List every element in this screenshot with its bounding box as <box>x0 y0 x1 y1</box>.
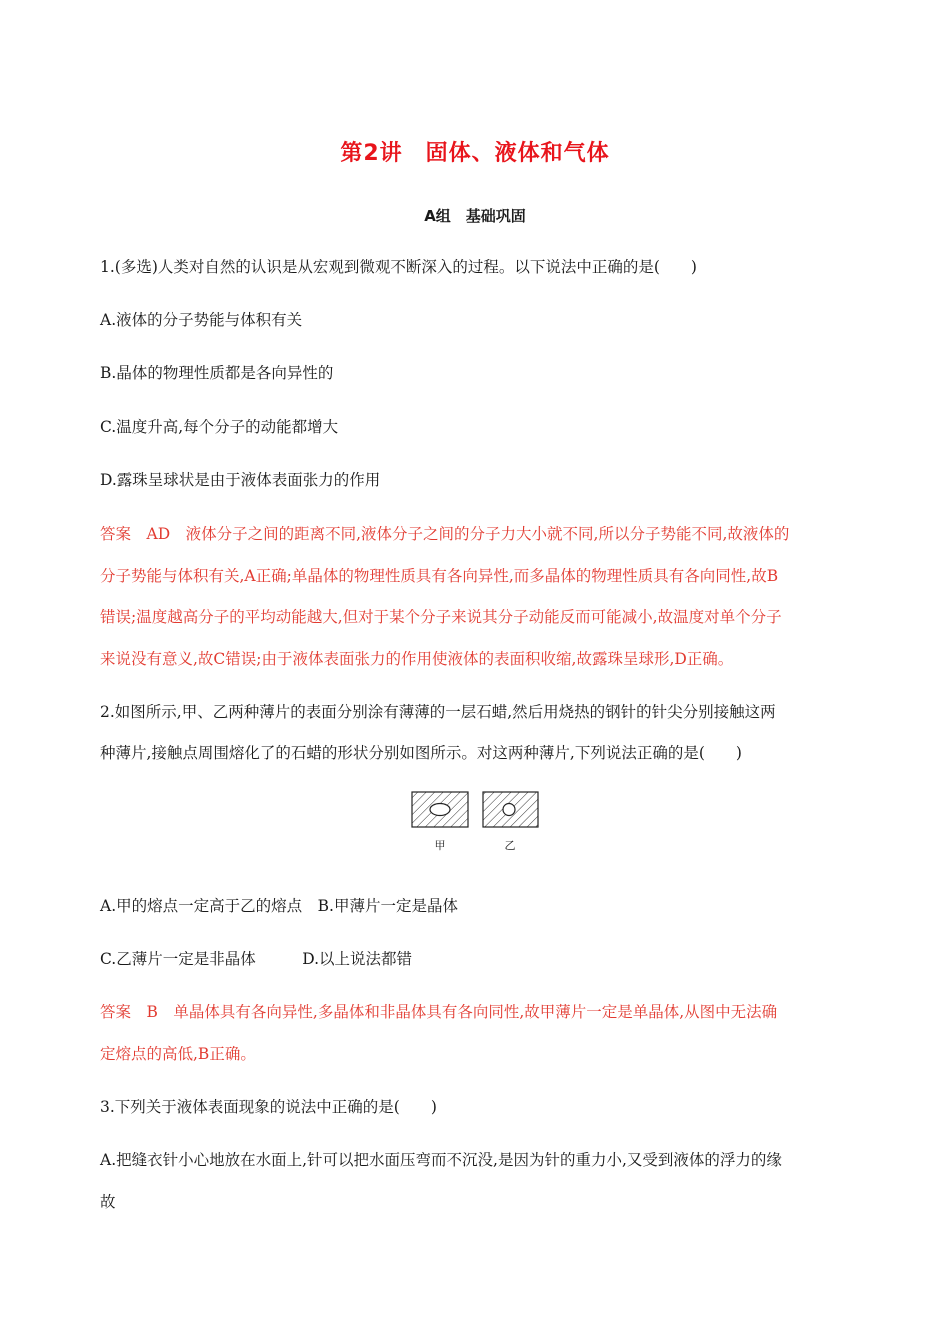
q2-options-line: A.甲的熔点一定高于乙的熔点 B.甲薄片一定是晶体 <box>100 897 458 915</box>
q2-stem-line: 种薄片,接触点周围熔化了的石蜡的形状分别如图所示。对这两种薄片,下列说法正确的是( ) <box>100 744 742 762</box>
label-jia: 甲 <box>434 839 446 852</box>
q3-option-a-line: A.把缝衣针小心地放在水面上,针可以把水面压弯而不沉没,是因为针的重力小,又受到液体的浮力的缘 <box>100 1151 782 1169</box>
q1-option-b: B.晶体的物理性质都是各向异性的 <box>100 364 334 382</box>
q1-answer-line: 来说没有意义,故C错误;由于液体表面张力的作用使液体的表面积收缩,故露珠呈球形,D正确。 <box>100 650 734 668</box>
q1-answer-line: 分子势能与体积有关,A正确;单晶体的物理性质具有各向异性,而多晶体的物理性质具有各向同性,故B <box>100 567 779 585</box>
ellipse-melt-region <box>430 804 450 816</box>
wax-melting-figure <box>410 791 540 853</box>
page-title: 第2讲 固体、液体和气体 <box>340 141 610 166</box>
q2-options-line: C.乙薄片一定是非晶体 D.以上说法都错 <box>100 950 413 968</box>
section-heading: A组 基础巩固 <box>424 207 526 225</box>
q1-option-a: A.液体的分子势能与体积有关 <box>100 311 303 329</box>
plate-jia <box>412 792 468 827</box>
q1-answer-line: 错误;温度越高分子的平均动能越大,但对于某个分子来说其分子动能反而可能减小,故温度对单个分子 <box>100 608 782 626</box>
q2-answer-line: 答案 B 单晶体具有各向异性,多晶体和非晶体具有各向同性,故甲薄片一定是单晶体,从图中无法确 <box>100 1003 778 1021</box>
q3-option-a-line: 故 <box>100 1193 116 1211</box>
q2-answer-line: 定熔点的高低,B正确。 <box>100 1045 256 1063</box>
q1-answer-line: 答案 AD 液体分子之间的距离不同,液体分子之间的分子力大小就不同,所以分子势能不同,故液体的 <box>100 525 790 543</box>
plate-yi <box>483 792 538 827</box>
q2-stem-line: 2.如图所示,甲、乙两种薄片的表面分别涂有薄薄的一层石蜡,然后用烧热的钢针的针尖分别接触这两 <box>100 703 776 721</box>
q3-stem: 3.下列关于液体表面现象的说法中正确的是( ) <box>100 1098 437 1116</box>
label-yi: 乙 <box>504 839 516 852</box>
q1-option-d: D.露珠呈球状是由于液体表面张力的作用 <box>100 471 381 489</box>
q1-stem: 1.(多选)人类对自然的认识是从宏观到微观不断深入的过程。以下说法中正确的是( ) <box>100 258 697 276</box>
circle-melt-region <box>503 804 515 816</box>
q1-option-c: C.温度升高,每个分子的动能都增大 <box>100 418 339 436</box>
